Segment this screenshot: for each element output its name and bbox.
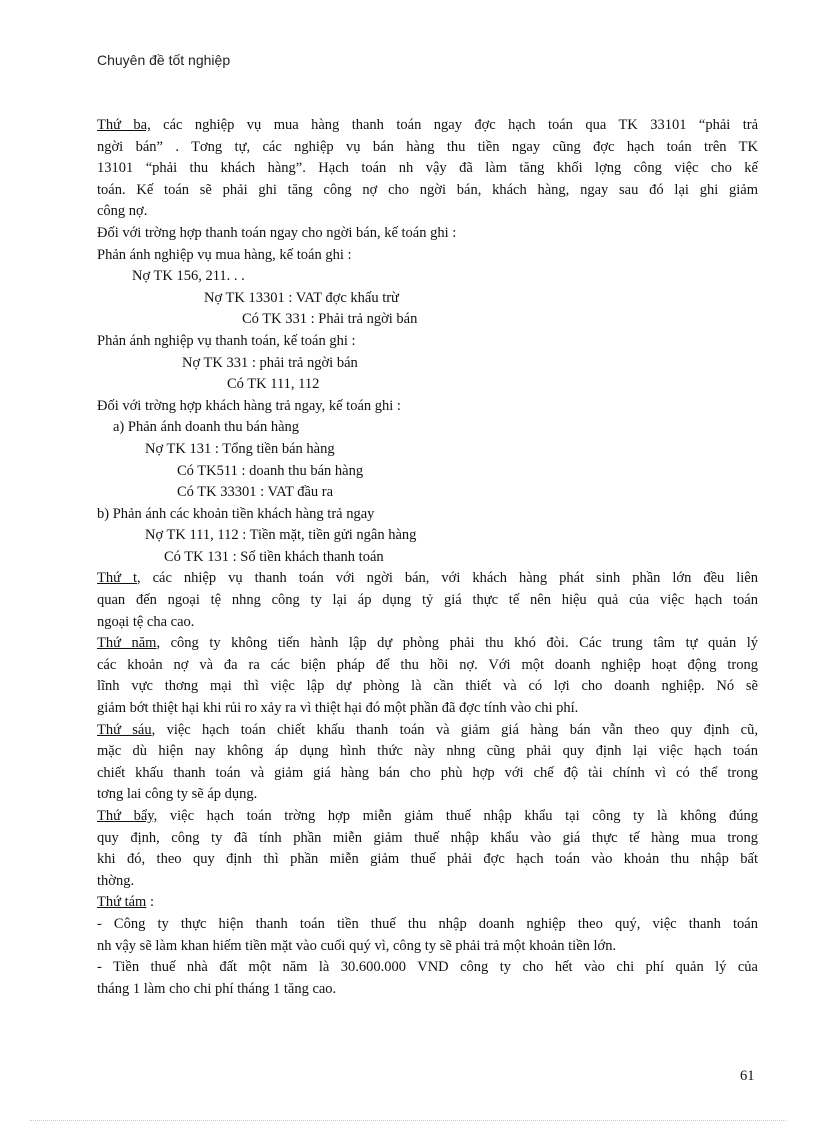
line-text: giảm bớt thiệt hại khi rủi ro xảy ra vì thiệt hại đó một phần đã đợc tính vào chi phí. (97, 700, 579, 717)
text-line (97, 979, 758, 1001)
underlined-lead: Thứ bẩy, (97, 808, 158, 824)
line-text: : (146, 894, 154, 911)
text-line (97, 482, 758, 504)
line-text: Phản ánh nghiệp vụ thanh toán, kế toán ghi : (97, 332, 356, 349)
text-line (97, 353, 758, 375)
line-text: chiết khấu thanh toán và giảm giá hàng bán cho phù hợp với chế độ tài chính vì có thể trong (97, 764, 758, 781)
line-text: 13101 “phải thu khách hàng”. Hạch toán nh vậy đã làm tăng khối lợng công việc cho kế (97, 160, 758, 177)
text-line (97, 439, 758, 461)
text-line (97, 612, 758, 634)
text-line (97, 655, 758, 677)
text-line (97, 396, 758, 418)
line-text: , công ty không tiến hành lập dự phòng phải thu khó đòi. Các trung tâm tự quản lý (156, 635, 758, 652)
line-text: a) Phản ánh doanh thu bán hàng (113, 419, 300, 436)
line-text: Có TK 33301 : VAT đầu ra (177, 484, 334, 501)
line-text: lĩnh vực thơng mại thì việc lập dự phòng là cần thiết và có lợi cho doanh nghiệp. Nó sẽ (97, 678, 758, 695)
text-line (97, 828, 758, 850)
line-text: Nợ TK 131 : Tổng tiền bán hàng (145, 440, 335, 457)
line-text: - Tiền thuế nhà đất một năm là 30.600.000 VND công ty cho hết vào chi phí quản lý của (97, 959, 758, 976)
text-line (97, 936, 758, 958)
text-line (97, 806, 758, 828)
text-line (97, 245, 758, 267)
line-text: các nghiệp vụ mua hàng thanh toán ngay đợc hạch toán qua TK 33101 “phải trả (150, 117, 759, 133)
text-line (97, 180, 758, 202)
underlined-lead: Thứ năm (97, 635, 157, 652)
text-line (97, 115, 758, 137)
text-line (97, 374, 758, 396)
text-line (97, 871, 758, 893)
text-line (97, 547, 758, 569)
line-text: ngoại tệ cha cao. (97, 613, 195, 630)
line-text: thờng. (97, 872, 135, 889)
line-text: Có TK 131 : Số tiền khách thanh toán (164, 548, 384, 565)
line-text: công nợ. (97, 203, 148, 220)
line-text: Có TK 111, 112 (227, 376, 320, 393)
text-line (97, 158, 758, 180)
text-line (97, 461, 758, 483)
text-line (97, 309, 758, 331)
line-text: Có TK511 : doanh thu bán hàng (177, 462, 364, 479)
text-line (97, 568, 758, 590)
line-text: Nợ TK 331 : phải trả ngời bán (182, 354, 358, 371)
line-text: ngời bán” . Tơng tự, các nghiệp vụ bán hàng thu tiền ngay cũng đợc hạch toán trên TK (97, 138, 758, 155)
text-line (97, 914, 758, 936)
line-text: b) Phản ánh các khoản tiền khách hàng trả ngay (97, 505, 375, 522)
line-text: các khoản nợ và đa ra các biện pháp để thu hồi nợ. Với một doanh nghiệp hoạt động trong (97, 656, 758, 673)
line-text: , các nhiệp vụ thanh toán với ngời bán, với khách hàng phát sinh phần lớn đều liên (136, 570, 758, 587)
line-text: Nợ TK 13301 : VAT đợc khấu trừ (204, 289, 399, 306)
line-text: toán. Kế toán sẽ phải ghi tăng công nợ cho ngời bán, khách hàng, ngay sau đó lại ghi giảm (97, 181, 758, 198)
line-text: Nợ TK 111, 112 : Tiền mặt, tiền gửi ngân hàng (145, 527, 417, 544)
text-line (97, 417, 758, 439)
underlined-lead: Thứ sáu (97, 721, 152, 738)
text-line (97, 331, 758, 353)
text-line (97, 504, 758, 526)
page-header: Chuyên đề tốt nghiệp (97, 52, 231, 68)
text-line (97, 223, 758, 245)
underlined-lead: Thứ ba, (97, 117, 151, 133)
line-text: Phản ánh nghiệp vụ mua hàng, kế toán ghi : (97, 246, 352, 263)
text-line (97, 288, 758, 310)
text-line (97, 720, 758, 742)
text-line (97, 137, 758, 159)
line-text: Đối với trờng hợp thanh toán ngay cho ngời bán, kế toán ghi : (97, 224, 457, 241)
line-text: Đối với trờng hợp khách hàng trả ngay, kế toán ghi : (97, 397, 401, 414)
text-line (97, 201, 758, 223)
line-text: Có TK 331 : Phải trả ngời bán (242, 311, 418, 328)
underlined-lead: Thứ tám (97, 894, 147, 911)
text-line (97, 676, 758, 698)
document-body (97, 115, 758, 1000)
line-text: tháng 1 làm cho chi phí tháng 1 tăng cao. (97, 980, 337, 997)
text-line (97, 741, 758, 763)
text-line (97, 849, 758, 871)
underlined-lead: Thứ t (97, 570, 137, 587)
line-text: Nợ TK 156, 211. . . (132, 268, 245, 285)
text-line (97, 525, 758, 547)
text-line (97, 892, 758, 914)
line-text: khi đó, theo quy định thì phần miễn giảm thuế phải đợc hạch toán vào khoản thu nhập bất (97, 851, 758, 868)
line-text: nh vậy sẽ làm khan hiếm tiền mặt vào cuối quý vì, công ty sẽ phải trả một khoản tiền lớn. (97, 937, 617, 954)
line-text: mặc dù hiện nay không áp dụng hình thức này nhng cũng phải quy định lại việc hạch toán (97, 743, 758, 760)
line-text: tơng lai công ty sẽ áp dụng. (97, 786, 258, 803)
text-line (97, 266, 758, 288)
page-bottom-divider (30, 1120, 786, 1121)
line-text: quy định, công ty đã tính phần miễn giảm thuế nhập khẩu vào giá thực tế hàng mua trong (97, 829, 758, 846)
line-text: , việc hạch toán chiết khấu thanh toán và giảm giá hàng bán vẫn theo quy định cũ, (151, 721, 758, 738)
text-line (97, 763, 758, 785)
text-line (97, 633, 758, 655)
text-line (97, 698, 758, 720)
line-text: - Công ty thực hiện thanh toán tiền thuế thu nhập doanh nghiệp theo quý, việc thanh toán (97, 915, 758, 932)
text-line (97, 590, 758, 612)
page-number: 61 (740, 1068, 755, 1084)
line-text: quan đến ngoại tệ nhng công ty lại áp dụng tỷ giá thực tế nên hiệu quả của việc hạch toán (97, 592, 758, 609)
line-text: việc hạch toán trờng hợp miễn giảm thuế nhập khẩu tại công ty là không đúng (157, 808, 758, 824)
text-line (97, 784, 758, 806)
text-line (97, 957, 758, 979)
